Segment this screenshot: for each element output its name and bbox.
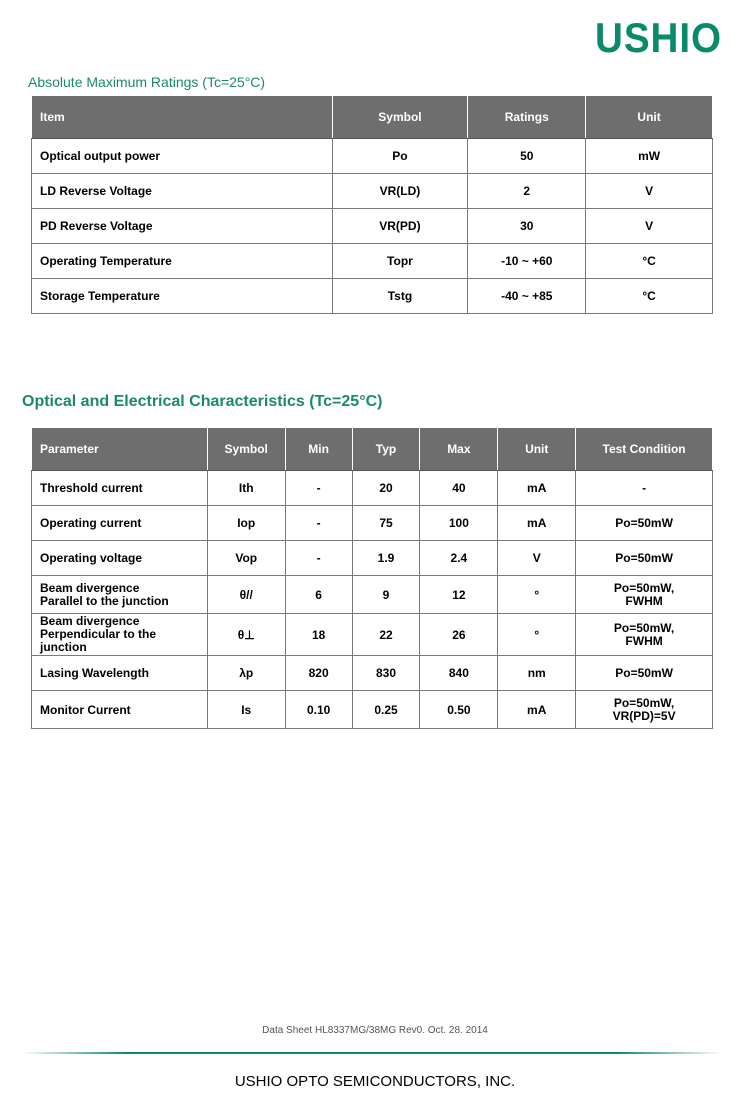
datasheet-reference: Data Sheet HL8337MG/38MG Rev0. Oct. 28. 2014	[262, 1025, 488, 1036]
footer-divider	[22, 1052, 722, 1054]
table-cell: V	[586, 174, 713, 209]
ushio-logo: USHIO	[595, 14, 722, 61]
table-cell: 26	[420, 614, 498, 656]
table-cell: Beam divergence Perpendicular to the junction	[32, 614, 208, 656]
table-row	[32, 656, 713, 691]
table-row	[32, 139, 713, 174]
table-cell: -40 ~ +85	[468, 279, 586, 314]
table-cell: Monitor Current	[32, 691, 208, 729]
table-cell: -	[285, 541, 352, 576]
table-cell: 9	[352, 576, 420, 614]
header-cell: Unit	[498, 428, 576, 471]
table-cell: PD Reverse Voltage	[32, 209, 333, 244]
table-row	[32, 244, 713, 279]
section2-title: Optical and Electrical Characteristics (Tc=25°C)	[22, 393, 383, 410]
table-cell: nm	[498, 656, 576, 691]
table-cell: 0.50	[420, 691, 498, 729]
header-cell: Symbol	[207, 428, 285, 471]
table-cell: 20	[352, 471, 420, 506]
table-cell: Po=50mW	[576, 506, 713, 541]
table-cell: Operating current	[32, 506, 208, 541]
table-cell: -	[285, 506, 352, 541]
table-cell: Po	[332, 139, 468, 174]
table-cell: 22	[352, 614, 420, 656]
table-cell: Po=50mW, FWHM	[576, 576, 713, 614]
table-cell: -	[285, 471, 352, 506]
table-cell: 30	[468, 209, 586, 244]
table-cell: 840	[420, 656, 498, 691]
table-cell: Po=50mW	[576, 541, 713, 576]
table-cell: Iop	[207, 506, 285, 541]
table-cell: 100	[420, 506, 498, 541]
table-cell: Operating Temperature	[32, 244, 333, 279]
header-cell: Max	[420, 428, 498, 471]
table-cell: Is	[207, 691, 285, 729]
table-cell: 50	[468, 139, 586, 174]
table-row	[32, 506, 713, 541]
absolute-max-ratings-table	[31, 95, 713, 314]
table-cell: mA	[498, 471, 576, 506]
table-cell: θ//	[207, 576, 285, 614]
header-cell: Min	[285, 428, 352, 471]
table-cell: 830	[352, 656, 420, 691]
table-cell: Po=50mW, VR(PD)=5V	[576, 691, 713, 729]
table-cell: Storage Temperature	[32, 279, 333, 314]
table-row	[32, 614, 713, 656]
table-cell: -	[576, 471, 713, 506]
section1-title: Absolute Maximum Ratings (Tc=25°C)	[28, 74, 266, 90]
table-cell: 0.25	[352, 691, 420, 729]
table-cell: Vop	[207, 541, 285, 576]
table-cell: Optical output power	[32, 139, 333, 174]
table-row	[32, 541, 713, 576]
table-cell: Topr	[332, 244, 468, 279]
table-cell: 40	[420, 471, 498, 506]
table-cell: V	[586, 209, 713, 244]
table-cell: 18	[285, 614, 352, 656]
table-cell: 12	[420, 576, 498, 614]
table-row	[32, 471, 713, 506]
table-cell: -10 ~ +60	[468, 244, 586, 279]
header-cell: Ratings	[468, 96, 586, 139]
table-cell: mA	[498, 506, 576, 541]
table-cell: LD Reverse Voltage	[32, 174, 333, 209]
table-row	[32, 209, 713, 244]
table-row	[32, 691, 713, 729]
table-cell: °C	[586, 244, 713, 279]
header-cell: Symbol	[332, 96, 468, 139]
table-cell: λp	[207, 656, 285, 691]
table-cell: 2	[468, 174, 586, 209]
optical-electrical-table	[31, 427, 713, 729]
header-cell: Test Condition	[576, 428, 713, 471]
table-cell: mW	[586, 139, 713, 174]
table-cell: °	[498, 576, 576, 614]
table-cell: °	[498, 614, 576, 656]
table-cell: Po=50mW, FWHM	[576, 614, 713, 656]
table-cell: Po=50mW	[576, 656, 713, 691]
header-cell: Unit	[586, 96, 713, 139]
table-cell: V	[498, 541, 576, 576]
table-cell: Threshold current	[32, 471, 208, 506]
table-cell: Tstg	[332, 279, 468, 314]
table-cell: Ith	[207, 471, 285, 506]
table-cell: VR(PD)	[332, 209, 468, 244]
header-cell: Parameter	[32, 428, 208, 471]
table-cell: θ⊥	[207, 614, 285, 656]
table-cell: 75	[352, 506, 420, 541]
table-cell: 1.9	[352, 541, 420, 576]
table-cell: 6	[285, 576, 352, 614]
table-cell: 820	[285, 656, 352, 691]
table-row	[32, 576, 713, 614]
company-name: USHIO OPTO SEMICONDUCTORS, INC.	[234, 1073, 516, 1090]
table-cell: Operating voltage	[32, 541, 208, 576]
table-cell: Beam divergence Parallel to the junction	[32, 576, 208, 614]
table-cell: °C	[586, 279, 713, 314]
table-cell: mA	[498, 691, 576, 729]
table-cell: 2.4	[420, 541, 498, 576]
table-row	[32, 174, 713, 209]
table-cell: Lasing Wavelength	[32, 656, 208, 691]
table-row	[32, 279, 713, 314]
table-cell: VR(LD)	[332, 174, 468, 209]
table-cell: 0.10	[285, 691, 352, 729]
header-cell: Typ	[352, 428, 420, 471]
header-cell: Item	[32, 96, 333, 139]
